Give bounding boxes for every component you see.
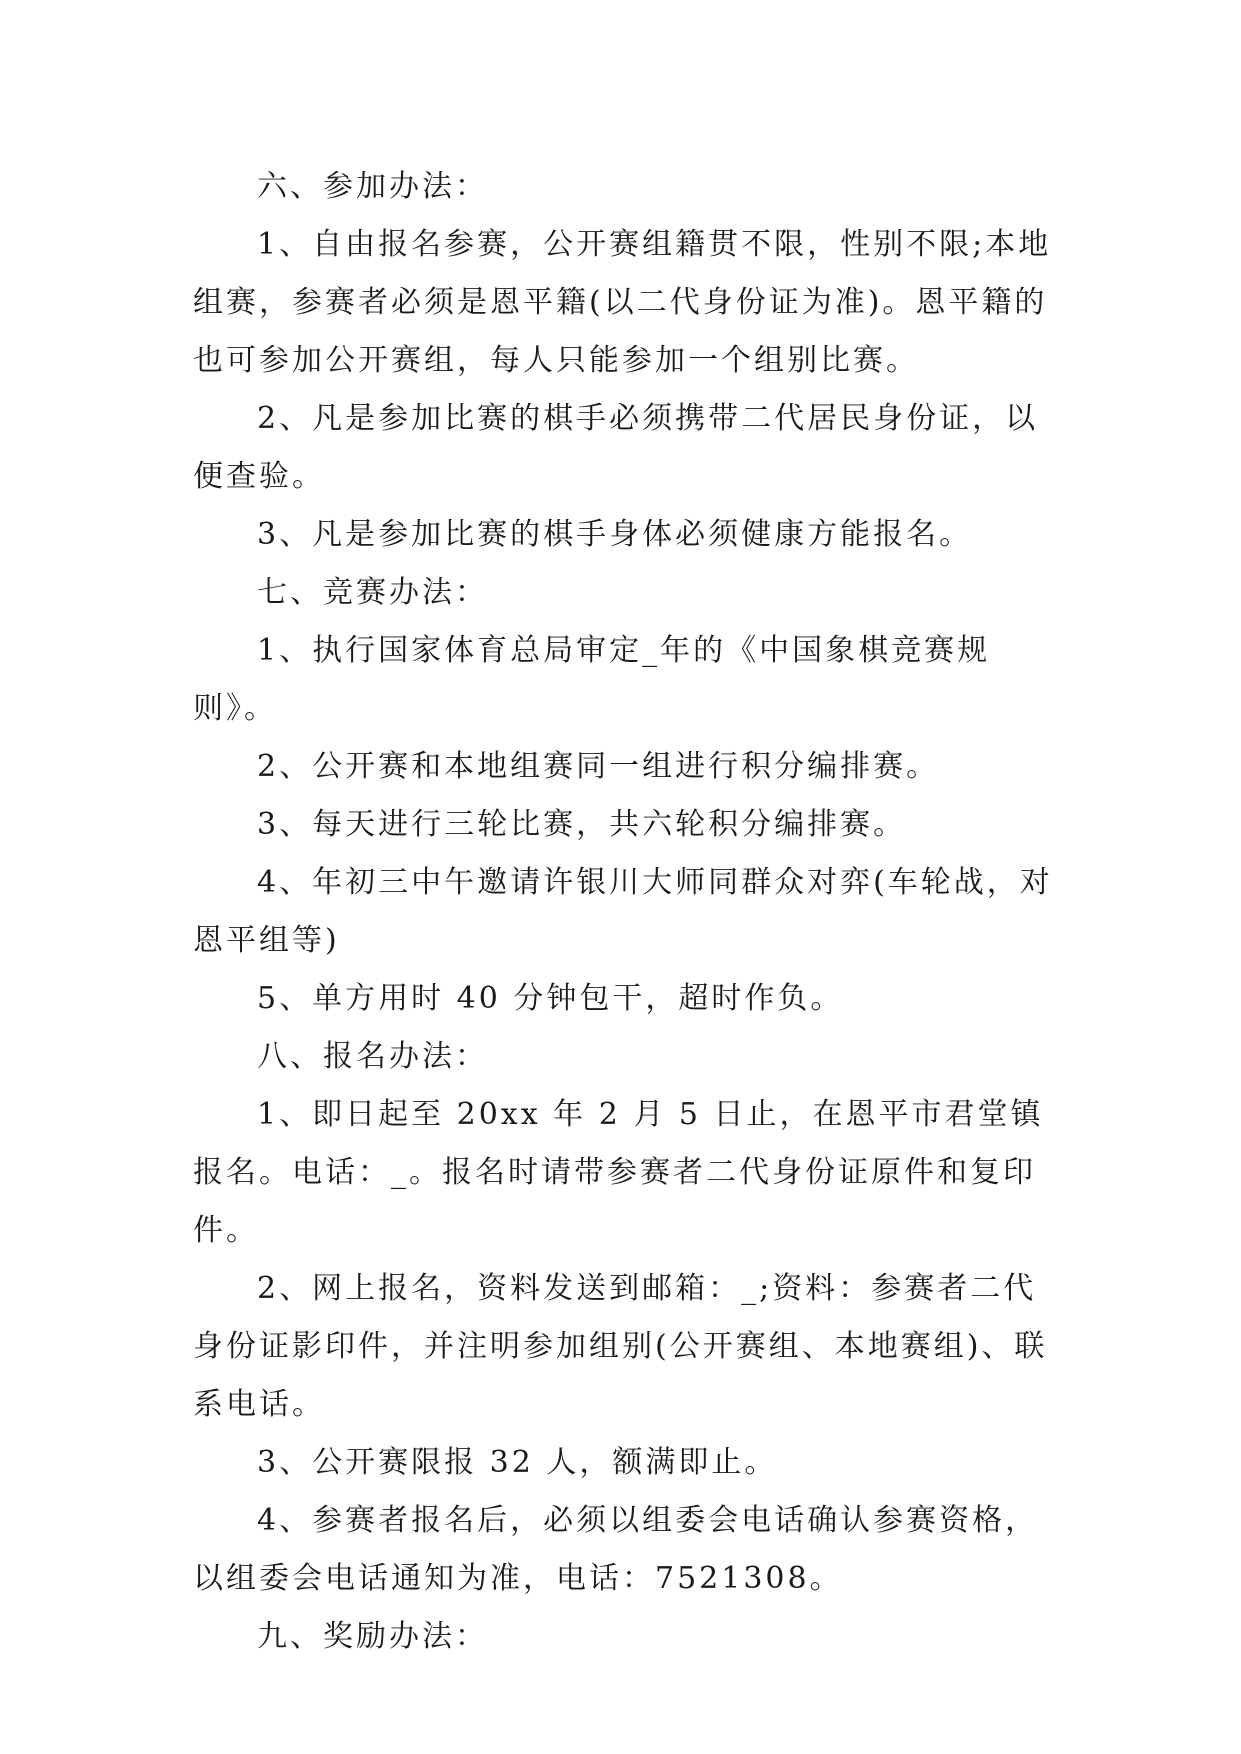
section-heading-participation: 六、参加办法： bbox=[257, 169, 488, 204]
document-body bbox=[193, 158, 1053, 1666]
paragraph-competition-2: 2、公开赛和本地组赛同一组进行积分编排赛。 bbox=[257, 749, 940, 784]
paragraph-participation-1: 1、自由报名参赛，公开赛组籍贯不限，性别不限;本地组赛，参赛者必须是恩平籍(以二代身份证为准)。恩平籍的也可参加公开赛组，每人只能参加一个组别比赛。 bbox=[193, 227, 1052, 378]
paragraph-registration-4: 4、参赛者报名后，必须以组委会电话确认参赛资格，以组委会电话通知为准，电话：7521308。 bbox=[193, 1503, 1039, 1596]
section-heading-registration: 八、报名办法： bbox=[257, 1039, 488, 1074]
paragraph-registration-2: 2、网上报名，资料发送到邮箱：_;资料：参赛者二代身份证影印件，并注明参加组别(公开赛组、本地赛组)、联系电话。 bbox=[193, 1271, 1048, 1422]
section-heading-awards: 九、奖励办法： bbox=[257, 1619, 488, 1654]
paragraph-registration-3: 3、公开赛限报 32 人，额满即止。 bbox=[257, 1445, 778, 1480]
paragraph-competition-5: 5、单方用时 40 分钟包干，超时作负。 bbox=[257, 981, 844, 1016]
paragraph-participation-2: 2、凡是参加比赛的棋手必须携带二代居民身份证，以便查验。 bbox=[193, 401, 1039, 494]
section-heading-competition: 七、竞赛办法： bbox=[257, 575, 488, 610]
paragraph-registration-1: 1、即日起至 20xx 年 2 月 5 日止，在恩平市君堂镇报名。电话：_。报名时请带参赛者二代身份证原件和复印件。 bbox=[193, 1097, 1044, 1248]
paragraph-competition-4: 4、年初三中午邀请许银川大师同群众对弈(车轮战，对恩平组等) bbox=[193, 865, 1053, 958]
paragraph-competition-3: 3、每天进行三轮比赛，共六轮积分编排赛。 bbox=[257, 807, 907, 842]
paragraph-competition-1: 1、执行国家体育总局审定_年的《中国象棋竞赛规则》。 bbox=[193, 633, 991, 726]
paragraph-participation-3: 3、凡是参加比赛的棋手身体必须健康方能报名。 bbox=[257, 517, 973, 552]
